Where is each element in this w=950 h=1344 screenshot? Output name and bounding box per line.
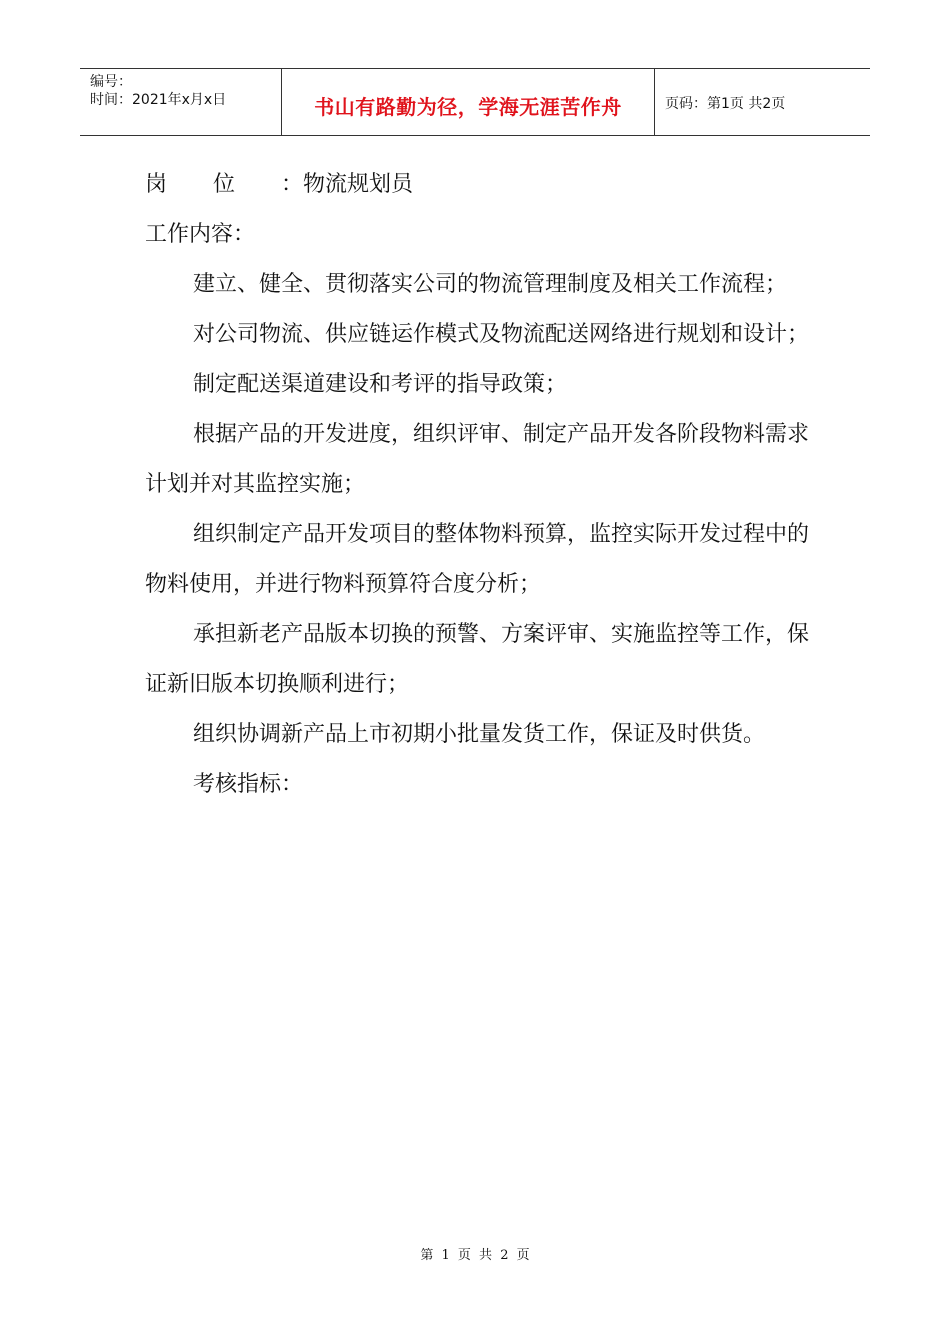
work-item: 组织制定产品开发项目的整体物料预算，监控实际开发过程中的物料使用，并进行物料预算符合度分析； — [145, 522, 810, 597]
header-meta-cell — [80, 69, 282, 135]
page-info: 页码：第1页 共2页 — [665, 96, 786, 112]
header-page-cell — [655, 69, 870, 135]
work-item: 建立、健全、贯彻落实公司的物流管理制度及相关工作流程； — [193, 272, 788, 297]
header-motto-cell — [282, 69, 655, 135]
header-table — [80, 68, 870, 136]
number-label: 编号： — [90, 74, 132, 90]
date-label: 时间：2021年x月x日 — [90, 92, 227, 108]
work-item: 对公司物流、供应链运作模式及物流配送网络进行规划和设计； — [193, 322, 810, 347]
page-footer: 第 1 页 共 2 页 — [420, 1248, 530, 1263]
work-item: 制定配送渠道建设和考评的指导政策； — [193, 372, 568, 397]
motto-text: 书山有路勤为径，学海无涯苦作舟 — [314, 94, 622, 119]
post-line — [145, 160, 815, 210]
work-item: 组织协调新产品上市初期小批量发货工作，保证及时供货。 — [193, 722, 766, 747]
document-body — [145, 160, 815, 810]
post-value: ：物流规划员 — [281, 172, 414, 197]
post-label: 岗位 — [145, 172, 282, 197]
kpi-label: 考核指标： — [193, 772, 304, 797]
work-item: 承担新老产品版本切换的预警、方案评审、实施监控等工作，保证新旧版本切换顺利进行； — [145, 622, 810, 697]
work-item: 根据产品的开发进度，组织评审、制定产品开发各阶段物料需求计划并对其监控实施； — [145, 422, 810, 497]
work-content-label: 工作内容： — [145, 222, 256, 247]
